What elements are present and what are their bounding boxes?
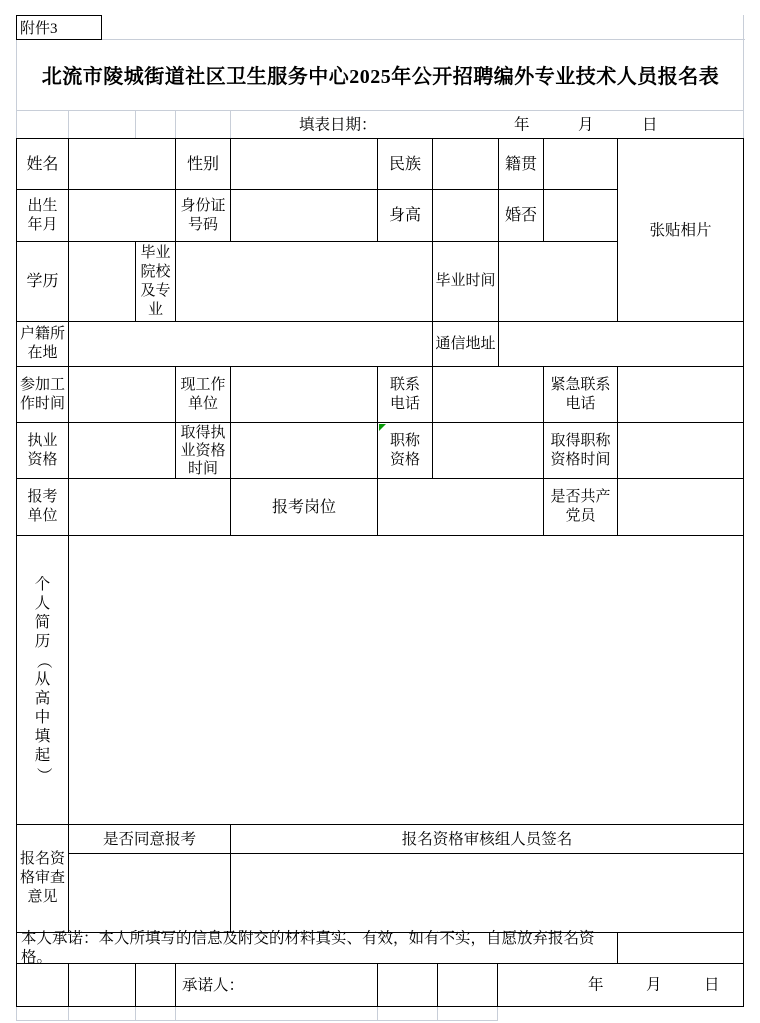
gridline bbox=[377, 1006, 378, 1021]
attachment-cell bbox=[16, 15, 102, 40]
party-member-input[interactable] bbox=[617, 478, 744, 536]
height-label: 身高 bbox=[377, 189, 433, 242]
mailing-address-label: 通信地址 bbox=[432, 321, 499, 367]
native-place-input[interactable] bbox=[543, 138, 618, 190]
gridline bbox=[437, 1006, 438, 1021]
birth-date-label: 出生 年月 bbox=[16, 189, 69, 242]
resume-label: 个 人 简 历 （ 从 高 中 填 起 ） bbox=[16, 535, 69, 825]
education-input[interactable] bbox=[68, 241, 136, 322]
photo-area[interactable]: 张贴相片 bbox=[617, 138, 744, 322]
household-input[interactable] bbox=[68, 321, 433, 367]
name-label: 姓名 bbox=[16, 138, 69, 190]
gender-label: 性别 bbox=[175, 138, 231, 190]
graduation-date-label: 毕业时间 bbox=[432, 241, 499, 322]
gender-input[interactable] bbox=[230, 138, 378, 190]
bottom-cell-c bbox=[135, 963, 176, 1007]
native-place-label: 籍贯 bbox=[498, 138, 544, 190]
phone-input[interactable] bbox=[432, 366, 544, 423]
practice-cert-label: 执业 资格 bbox=[16, 422, 69, 479]
name-input[interactable] bbox=[68, 138, 176, 190]
date-row-cell-d bbox=[175, 110, 231, 139]
promise-side-cell bbox=[617, 932, 744, 964]
title-cert-date-input[interactable] bbox=[617, 422, 744, 479]
apply-unit-input[interactable] bbox=[68, 478, 231, 536]
emergency-phone-label: 紧急联系 电话 bbox=[543, 366, 618, 423]
attachment-label: 附件3 bbox=[20, 21, 58, 37]
apply-position-label: 报考岗位 bbox=[230, 478, 378, 536]
form-title: 北流市陵城街道社区卫生服务中心2025年公开招聘编外专业技术人员报名表 bbox=[41, 66, 720, 88]
date-row-cell-c bbox=[135, 110, 176, 139]
graduation-date-input[interactable] bbox=[498, 241, 618, 322]
employer-label: 现工作 单位 bbox=[175, 366, 231, 423]
apply-position-input[interactable] bbox=[377, 478, 544, 536]
reviewer-signature-input[interactable] bbox=[230, 853, 744, 933]
apply-unit-label: 报考 单位 bbox=[16, 478, 69, 536]
mailing-address-input[interactable] bbox=[498, 321, 744, 367]
emergency-phone-input[interactable] bbox=[617, 366, 744, 423]
practice-cert-date-input[interactable] bbox=[230, 422, 378, 479]
education-label: 学历 bbox=[16, 241, 69, 322]
title-cert-label: 职称 资格 bbox=[377, 422, 433, 479]
excel-error-marker-icon bbox=[379, 424, 386, 431]
height-input[interactable] bbox=[432, 189, 499, 242]
practice-cert-date-label: 取得执 业资格 时间 bbox=[175, 422, 231, 479]
reviewer-signature-label: 报名资格审核组人员签名 bbox=[230, 824, 744, 854]
birth-date-input[interactable] bbox=[68, 189, 176, 242]
school-major-input[interactable] bbox=[175, 241, 433, 322]
gridline bbox=[175, 1006, 176, 1021]
marital-status-label: 婚否 bbox=[498, 189, 544, 242]
bottom-cell-d bbox=[377, 963, 438, 1007]
bottom-date-cell[interactable]: 年 月 日 bbox=[497, 963, 744, 1007]
fill-date-cell[interactable]: 填表日期： 年 月 日 bbox=[230, 110, 744, 139]
ethnicity-label: 民族 bbox=[377, 138, 433, 190]
id-number-label: 身份证 号码 bbox=[175, 189, 231, 242]
marital-status-input[interactable] bbox=[543, 189, 618, 242]
school-major-label: 毕业 院校 及专 业 bbox=[135, 241, 176, 322]
gridline bbox=[497, 1006, 498, 1021]
gridline bbox=[135, 1006, 136, 1021]
promiser-label[interactable]: 承诺人： bbox=[175, 963, 378, 1007]
bottom-cell-b bbox=[68, 963, 136, 1007]
review-opinion-label: 报名资 格审查 意见 bbox=[16, 824, 69, 933]
work-start-label: 参加工 作时间 bbox=[16, 366, 69, 423]
title-cert-date-label: 取得职称 资格时间 bbox=[543, 422, 618, 479]
promise-statement: 本人承诺：本人所填写的信息及附交的材料真实、有效，如有不实，自愿放弃报名资格。 bbox=[16, 932, 618, 964]
practice-cert-input[interactable] bbox=[68, 422, 176, 479]
agree-apply-input[interactable] bbox=[68, 853, 231, 933]
gridline bbox=[16, 1006, 17, 1021]
resume-input[interactable] bbox=[68, 535, 744, 825]
ethnicity-input[interactable] bbox=[432, 138, 499, 190]
date-row-cell-a bbox=[16, 110, 69, 139]
agree-apply-label: 是否同意报考 bbox=[68, 824, 231, 854]
household-label: 户籍所 在地 bbox=[16, 321, 69, 367]
date-row-cell-b bbox=[68, 110, 136, 139]
id-number-input[interactable] bbox=[230, 189, 378, 242]
phone-label: 联系 电话 bbox=[377, 366, 433, 423]
party-member-label: 是否共产 党员 bbox=[543, 478, 618, 536]
gridline bbox=[68, 1006, 69, 1021]
bottom-cell-e bbox=[437, 963, 498, 1007]
title-cert-input[interactable] bbox=[432, 422, 544, 479]
bottom-cell-a bbox=[16, 963, 69, 1007]
work-start-input[interactable] bbox=[68, 366, 176, 423]
gridline bbox=[16, 1020, 498, 1021]
employer-input[interactable] bbox=[230, 366, 378, 423]
